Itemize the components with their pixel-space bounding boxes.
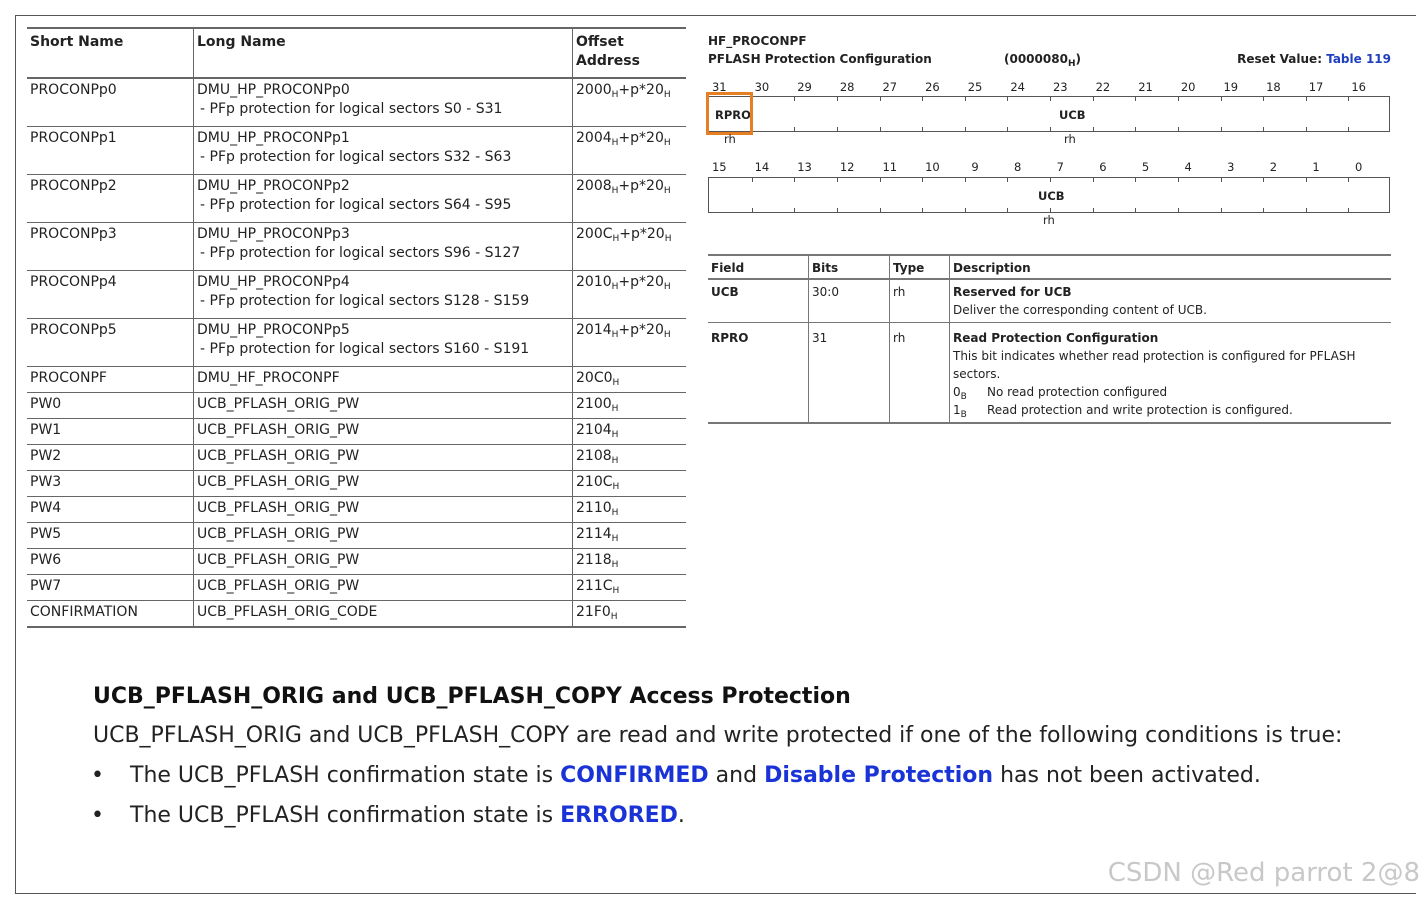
bit-tick bbox=[794, 178, 795, 182]
bullet-dot: • bbox=[91, 803, 104, 828]
table-header-row bbox=[27, 28, 686, 78]
offset-address-cell: $2004_H+p*20_H$ bbox=[573, 127, 687, 175]
bit-tick bbox=[965, 97, 966, 101]
long-name-cell: UCB_PFLASH_ORIG_CODE bbox=[194, 601, 573, 628]
bit-tick bbox=[794, 208, 795, 212]
bit-tick bbox=[1007, 208, 1008, 212]
table-row bbox=[27, 445, 686, 471]
bit-tick bbox=[880, 97, 881, 101]
bit-tick bbox=[1221, 208, 1222, 212]
bit-tick bbox=[1093, 178, 1094, 182]
field-type: rh bbox=[890, 279, 950, 323]
rpro-access: rh bbox=[724, 132, 736, 146]
offset-address-cell: $2100_H$ bbox=[573, 393, 687, 419]
long-name-cell: UCB_PFLASH_ORIG_PW bbox=[194, 549, 573, 575]
table-row bbox=[27, 78, 686, 127]
table-row bbox=[27, 497, 686, 523]
register-address: $(0000080_H)$ bbox=[1004, 52, 1081, 69]
offset-address-cell: $2000_H+p*20_H$ bbox=[573, 78, 687, 127]
bit-tick bbox=[1050, 178, 1051, 182]
keyword-disable-protection: Disable Protection bbox=[764, 763, 994, 788]
field-rpro-label: RPRO bbox=[715, 108, 751, 122]
table-row bbox=[27, 419, 686, 445]
bit-number: 4 bbox=[1184, 160, 1192, 174]
long-name-cell: UCB_PFLASH_ORIG_PW bbox=[194, 393, 573, 419]
table-row bbox=[27, 471, 686, 497]
offset-address-cell: $2108_H$ bbox=[573, 445, 687, 471]
short-name-cell: PROCONPp2 bbox=[27, 175, 194, 223]
table-row bbox=[27, 127, 686, 175]
long-name-cell: UCB_PFLASH_ORIG_PW bbox=[194, 497, 573, 523]
bit-tick bbox=[1093, 127, 1094, 131]
bit-number: 3 bbox=[1227, 160, 1235, 174]
bit-tick bbox=[794, 97, 795, 101]
bit-number: 6 bbox=[1099, 160, 1107, 174]
short-name-cell: PW0 bbox=[27, 393, 194, 419]
offset-address-cell: $2118_H$ bbox=[573, 549, 687, 575]
long-name-cell: DMU_HP_PROCONPp3 - PFp protection for logical sectors S96 - S127 bbox=[194, 223, 573, 271]
bit-tick bbox=[922, 178, 923, 182]
long-name-cell: UCB_PFLASH_ORIG_PW bbox=[194, 445, 573, 471]
bit-tick bbox=[1306, 178, 1307, 182]
enum-value-1: $1_B$ Read protection and write protection is configured. bbox=[953, 403, 1293, 420]
header-short-name: Short Name bbox=[27, 28, 194, 78]
short-name-cell: PW6 bbox=[27, 549, 194, 575]
bullet-confirmed: • The UCB_PFLASH confirmation state is CONFIRMED and Disable Protection has not been activated. bbox=[93, 759, 1383, 793]
long-name-cell: DMU_HP_PROCONPp5 - PFp protection for logical sectors S160 - S191 bbox=[194, 319, 573, 367]
offset-address-cell: $2114_H$ bbox=[573, 523, 687, 549]
field-description bbox=[950, 323, 1392, 424]
bit-number: 21 bbox=[1138, 80, 1153, 94]
short-name-cell: CONFIRMATION bbox=[27, 601, 194, 628]
register-reset-value: Reset Value: Table 119 bbox=[1237, 52, 1391, 66]
long-name-cell: DMU_HF_PROCONPF bbox=[194, 367, 573, 393]
bit-number: 22 bbox=[1095, 80, 1111, 94]
register-offset-table bbox=[27, 27, 686, 628]
bit-number: 26 bbox=[925, 80, 940, 94]
short-name-cell: PROCONPp4 bbox=[27, 271, 194, 319]
bit-tick bbox=[1306, 127, 1307, 131]
bit-number: 16 bbox=[1351, 80, 1366, 94]
bit-number: 7 bbox=[1056, 160, 1064, 174]
enum-value-0: $0_B$ No read protection configured bbox=[953, 385, 1168, 402]
bit-tick bbox=[1007, 178, 1008, 182]
field-description-table bbox=[708, 254, 1391, 424]
header-description: Description bbox=[950, 255, 1392, 279]
short-name-cell: PROCONPp3 bbox=[27, 223, 194, 271]
offset-address-cell: $2104_H$ bbox=[573, 419, 687, 445]
header-bits: Bits bbox=[809, 255, 890, 279]
bit-tick bbox=[965, 208, 966, 212]
field-bits: 31 bbox=[809, 323, 890, 424]
long-name-cell: UCB_PFLASH_ORIG_PW bbox=[194, 523, 573, 549]
short-name-cell: PROCONPp1 bbox=[27, 127, 194, 175]
bit-numbers-low bbox=[708, 160, 1391, 174]
offset-address-cell: $21F0_H$ bbox=[573, 601, 687, 628]
bullet-errored: • The UCB_PFLASH confirmation state is ERRORED. bbox=[93, 799, 1383, 833]
keyword-confirmed: CONFIRMED bbox=[560, 763, 709, 788]
field-ucb-low-label: UCB bbox=[1038, 189, 1065, 203]
rpro-highlight-box bbox=[706, 92, 753, 135]
bit-number: 10 bbox=[925, 160, 940, 174]
field-description bbox=[950, 279, 1392, 323]
bit-tick bbox=[1306, 208, 1307, 212]
bit-tick bbox=[1093, 208, 1094, 212]
short-name-cell: PROCONPp0 bbox=[27, 78, 194, 127]
bit-tick bbox=[1178, 178, 1179, 182]
table-row bbox=[27, 223, 686, 271]
field-row-ucb bbox=[708, 279, 1391, 323]
short-name-cell: PW5 bbox=[27, 523, 194, 549]
bit-tick bbox=[837, 127, 838, 131]
table-row bbox=[27, 175, 686, 223]
header-type: Type bbox=[890, 255, 950, 279]
field-desc-text: Deliver the corresponding content of UCB. bbox=[953, 303, 1207, 317]
bit-number: 12 bbox=[839, 160, 855, 174]
bit-tick bbox=[1263, 208, 1264, 212]
header-long-name: Long Name bbox=[194, 28, 573, 78]
header-field: Field bbox=[708, 255, 809, 279]
bit-tick bbox=[880, 208, 881, 212]
table-row bbox=[27, 575, 686, 601]
bit-tick bbox=[1348, 97, 1349, 101]
bit-tick bbox=[1348, 178, 1349, 182]
bit-tick bbox=[922, 208, 923, 212]
bit-tick bbox=[752, 208, 753, 212]
table-row bbox=[27, 367, 686, 393]
short-name-cell: PW2 bbox=[27, 445, 194, 471]
short-name-cell: PW4 bbox=[27, 497, 194, 523]
bit-tick bbox=[1135, 208, 1136, 212]
bit-tick bbox=[837, 178, 838, 182]
register-name: HF_PROCONPF bbox=[708, 34, 807, 48]
bit-tick bbox=[1178, 97, 1179, 101]
long-name-cell: UCB_PFLASH_ORIG_PW bbox=[194, 575, 573, 601]
bit-number: 29 bbox=[797, 80, 812, 94]
bit-tick bbox=[1178, 208, 1179, 212]
bit-tick bbox=[1348, 127, 1349, 131]
table-row bbox=[27, 393, 686, 419]
bit-number: 5 bbox=[1141, 160, 1150, 174]
bit-tick bbox=[1093, 97, 1094, 101]
bit-number: 17 bbox=[1308, 80, 1324, 94]
long-name-cell: DMU_HP_PROCONPp2 - PFp protection for logical sectors S64 - S95 bbox=[194, 175, 573, 223]
table-row bbox=[27, 319, 686, 367]
field-ucb-high-label: UCB bbox=[1059, 108, 1086, 122]
bit-tick bbox=[1007, 97, 1008, 101]
bit-tick bbox=[965, 127, 966, 131]
field-desc-text: This bit indicates whether read protection is configured for PFLASH sectors. bbox=[953, 349, 1356, 381]
bit-tick bbox=[922, 127, 923, 131]
bit-number: 9 bbox=[971, 160, 979, 174]
header-offset-address: Offset Address bbox=[573, 28, 687, 78]
field-row-rpro bbox=[708, 323, 1391, 424]
bit-tick bbox=[1263, 127, 1264, 131]
offset-address-cell: $20C0_H$ bbox=[573, 367, 687, 393]
access-protection-section bbox=[93, 684, 1383, 833]
bit-numbers-high bbox=[708, 80, 1391, 94]
bit-tick bbox=[1263, 178, 1264, 182]
bit-number: 23 bbox=[1052, 80, 1068, 94]
bit-tick bbox=[1135, 178, 1136, 182]
bit-tick bbox=[1050, 208, 1051, 212]
table-row bbox=[27, 549, 686, 575]
bit-tick bbox=[965, 178, 966, 182]
bit-number: 15 bbox=[711, 160, 727, 174]
bullet-dot: • bbox=[91, 763, 104, 788]
bit-field-box-low bbox=[708, 177, 1390, 213]
bit-number: 27 bbox=[882, 80, 898, 94]
long-name-cell: UCB_PFLASH_ORIG_PW bbox=[194, 419, 573, 445]
field-name: UCB bbox=[708, 279, 809, 323]
offset-address-cell: $2110_H$ bbox=[573, 497, 687, 523]
section-paragraph: UCB_PFLASH_ORIG and UCB_PFLASH_COPY are read and write protected if one of the following conditions is true: bbox=[93, 723, 1343, 748]
field-bits: 30:0 bbox=[809, 279, 890, 323]
bit-number: 24 bbox=[1010, 80, 1025, 94]
bit-number: 18 bbox=[1266, 80, 1281, 94]
bit-tick bbox=[880, 178, 881, 182]
long-name-cell: UCB_PFLASH_ORIG_PW bbox=[194, 471, 573, 497]
bit-tick bbox=[1050, 127, 1051, 131]
bit-number: 19 bbox=[1223, 80, 1239, 94]
bit-tick bbox=[837, 208, 838, 212]
bit-number: 11 bbox=[882, 160, 898, 174]
register-full-name: PFLASH Protection Configuration bbox=[708, 52, 932, 66]
bit-number: 28 bbox=[839, 80, 855, 94]
short-name-cell: PW1 bbox=[27, 419, 194, 445]
field-desc-title: Reserved for UCB bbox=[953, 285, 1072, 299]
field-desc-title: Read Protection Configuration bbox=[953, 331, 1159, 345]
bit-tick bbox=[1221, 127, 1222, 131]
bit-number: 1 bbox=[1312, 160, 1320, 174]
short-name-cell: PW3 bbox=[27, 471, 194, 497]
bit-number: 14 bbox=[754, 160, 770, 174]
offset-address-cell: $2014_H+p*20_H$ bbox=[573, 319, 687, 367]
bit-field-box-high bbox=[708, 96, 1390, 132]
ucb-high-access: rh bbox=[1064, 132, 1076, 146]
bit-number: 20 bbox=[1180, 80, 1196, 94]
bit-number: 2 bbox=[1269, 160, 1278, 174]
offset-address-cell: $2008_H+p*20_H$ bbox=[573, 175, 687, 223]
long-name-cell: DMU_HP_PROCONPp1 - PFp protection for logical sectors S32 - S63 bbox=[194, 127, 573, 175]
field-table-header bbox=[708, 255, 1391, 279]
short-name-cell: PW7 bbox=[27, 575, 194, 601]
long-name-cell: DMU_HP_PROCONPp0 - PFp protection for logical sectors S0 - S31 bbox=[194, 78, 573, 127]
bit-number: 13 bbox=[797, 160, 812, 174]
bit-tick bbox=[1135, 127, 1136, 131]
bit-tick bbox=[1221, 97, 1222, 101]
offset-address-cell: $200C_H+p*20_H$ bbox=[573, 223, 687, 271]
long-name-cell: DMU_HP_PROCONPp4 - PFp protection for logical sectors S128 - S159 bbox=[194, 271, 573, 319]
bit-number: 31 bbox=[711, 80, 727, 94]
table-row bbox=[27, 271, 686, 319]
bit-tick bbox=[1178, 127, 1179, 131]
bit-tick bbox=[1348, 208, 1349, 212]
bit-tick bbox=[794, 127, 795, 131]
section-heading: UCB_PFLASH_ORIG and UCB_PFLASH_COPY Access Protection bbox=[93, 684, 851, 709]
table-row bbox=[27, 523, 686, 549]
keyword-errored: ERRORED bbox=[560, 803, 678, 828]
offset-address-cell: $2010_H+p*20_H$ bbox=[573, 271, 687, 319]
bit-number: 8 bbox=[1014, 160, 1022, 174]
bit-tick bbox=[1135, 97, 1136, 101]
table-row bbox=[27, 601, 686, 628]
bit-number: 30 bbox=[754, 80, 770, 94]
bit-number: 25 bbox=[967, 80, 983, 94]
bit-tick bbox=[1050, 97, 1051, 101]
ucb-low-access: rh bbox=[1043, 213, 1055, 227]
bit-tick bbox=[1306, 97, 1307, 101]
bit-tick bbox=[880, 127, 881, 131]
field-type: rh bbox=[890, 323, 950, 424]
bit-tick bbox=[1007, 127, 1008, 131]
bit-tick bbox=[837, 97, 838, 101]
bit-number: 0 bbox=[1355, 160, 1363, 174]
watermark: CSDN @Red parrot 2@8 bbox=[1107, 858, 1420, 888]
offset-address-cell: $210C_H$ bbox=[573, 471, 687, 497]
bit-tick bbox=[922, 97, 923, 101]
field-name: RPRO bbox=[708, 323, 809, 424]
bit-tick bbox=[1263, 97, 1264, 101]
offset-address-cell: $211C_H$ bbox=[573, 575, 687, 601]
short-name-cell: PROCONPF bbox=[27, 367, 194, 393]
reset-value-link[interactable]: Table 119 bbox=[1326, 52, 1391, 66]
short-name-cell: PROCONPp5 bbox=[27, 319, 194, 367]
bit-tick bbox=[1221, 178, 1222, 182]
bit-tick bbox=[752, 178, 753, 182]
